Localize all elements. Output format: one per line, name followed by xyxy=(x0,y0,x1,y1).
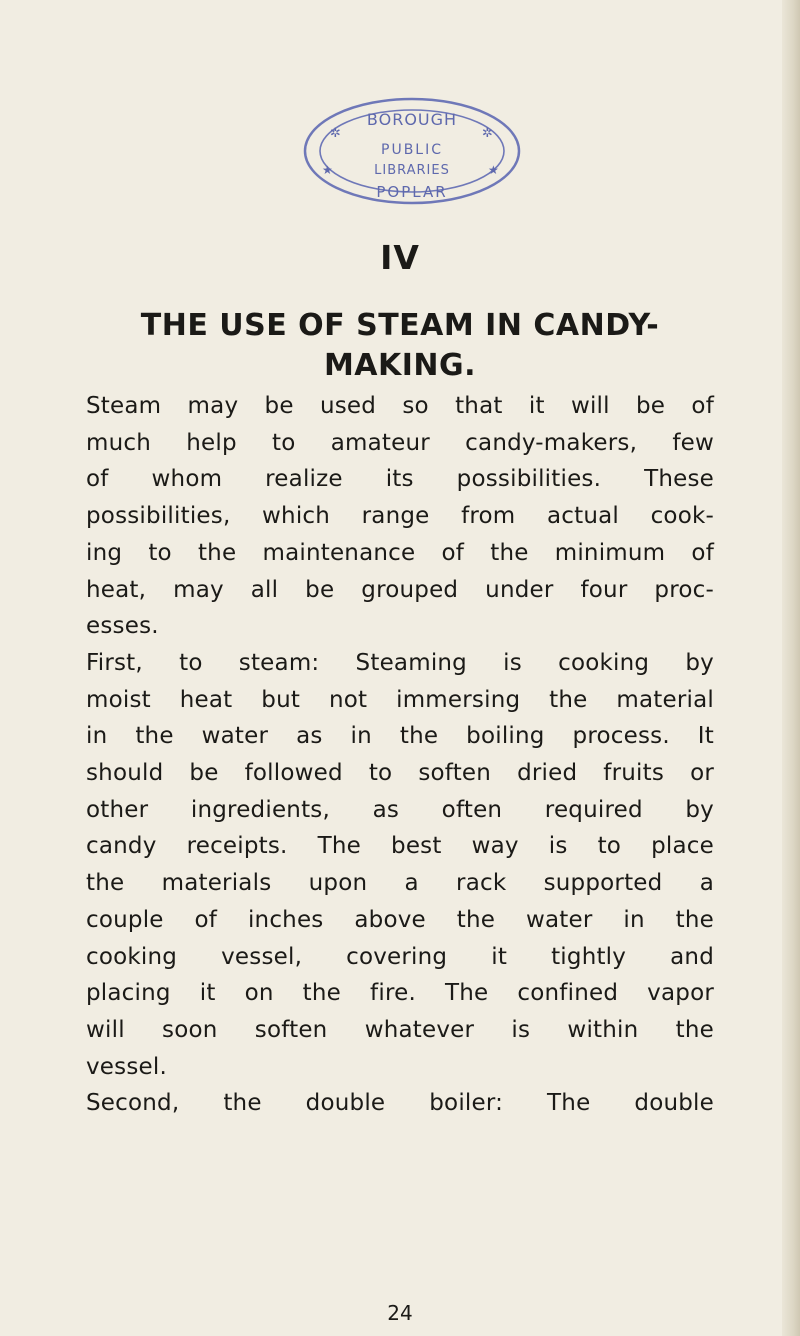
text-line: moist heat but not immersing the material xyxy=(86,686,714,713)
svg-text:POPLAR: POPLAR xyxy=(376,183,448,201)
text-line: Second, the double boiler: The double xyxy=(86,1090,714,1117)
text-line: Steam may be used so that it will be of xyxy=(86,393,714,419)
text-line: in the water as in the boiling process. It xyxy=(86,723,714,750)
svg-text:✲: ✲ xyxy=(330,126,341,141)
text-line: candy receipts. The best way is to place xyxy=(86,833,714,860)
library-stamp xyxy=(300,92,524,210)
text-line: heat, may all be grouped under four proc- xyxy=(86,576,714,603)
text-line: will soon soften whatever is within the xyxy=(86,1016,714,1043)
chapter-title-line-2: MAKING. xyxy=(323,348,477,383)
chapter-title xyxy=(90,306,710,386)
svg-text:★: ★ xyxy=(322,163,333,177)
page-number: 24 xyxy=(387,1301,413,1325)
page-edge xyxy=(782,0,800,1336)
text-line: ing to the maintenance of the minimum of xyxy=(86,539,714,566)
svg-text:PUBLIC: PUBLIC xyxy=(381,142,443,158)
text-line: possibilities, which range from actual cook- xyxy=(86,503,714,530)
text-line: cooking vessel, covering it tightly and xyxy=(86,943,714,970)
library-stamp-graphic xyxy=(300,92,524,210)
text-line: vessel. xyxy=(86,1053,167,1080)
text-line: esses. xyxy=(86,613,159,640)
text-line: First, to steam: Steaming is cooking by xyxy=(86,649,714,676)
text-line: much help to amateur candy-makers, few xyxy=(86,429,714,456)
chapter-number: IV xyxy=(380,238,420,277)
text-line: other ingredients, as often required by xyxy=(86,796,714,823)
svg-text:✲: ✲ xyxy=(482,126,493,141)
svg-text:★: ★ xyxy=(488,163,499,177)
text-line: the materials upon a rack supported a xyxy=(86,870,714,897)
text-line: of whom realize its possibilities. These xyxy=(86,466,714,493)
text-line: should be followed to soften dried fruits or xyxy=(86,760,714,787)
svg-text:BOROUGH: BOROUGH xyxy=(366,110,458,129)
body-text xyxy=(86,388,714,1122)
text-line: placing it on the fire. The confined vapor xyxy=(86,980,714,1007)
text-line: couple of inches above the water in the xyxy=(86,906,714,933)
svg-text:LIBRARIES: LIBRARIES xyxy=(374,163,450,178)
chapter-title-line-1: THE USE OF STEAM IN CANDY- xyxy=(140,308,660,343)
